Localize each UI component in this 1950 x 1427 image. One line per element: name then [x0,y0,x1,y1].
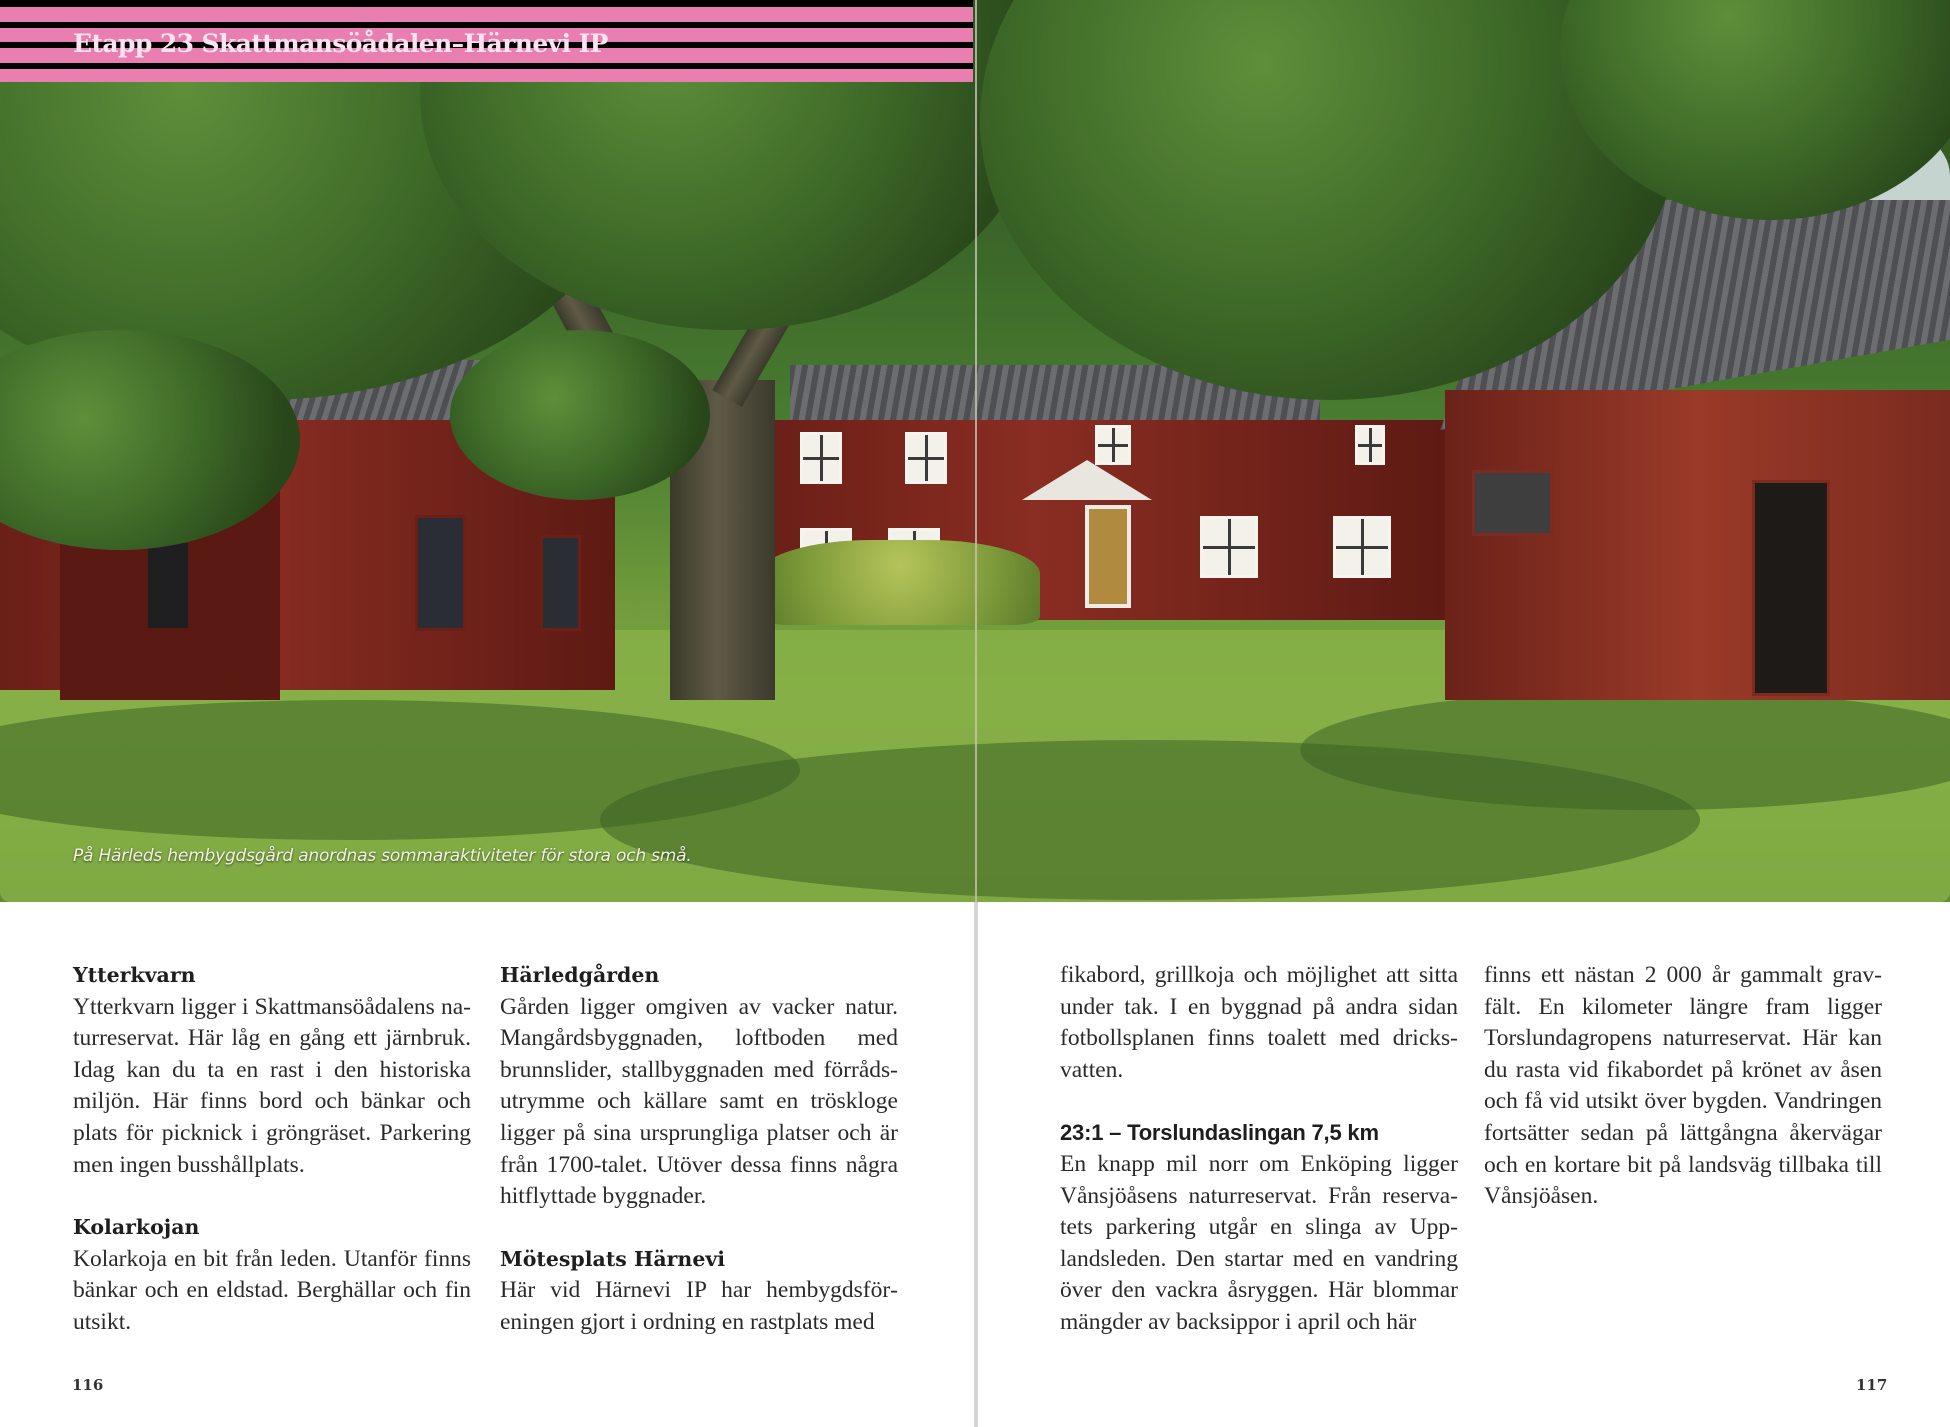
chapter-title: Etapp 23 Skattmansöådalen–Härnevi IP [73,29,608,58]
section-body-kolarkojan: Kolarkoja en bit från leden. Utanför finns bänkar och en eldstad. Berghällar och fin utsikt. [73,1245,471,1335]
barn-shutter [1472,470,1553,536]
barn-opening [1752,480,1830,696]
barn-door [415,515,466,631]
section-body-torslundaslingan: En knapp mil norr om Enköping ligger Vånsjöåsens naturreservat. Från reservatets parkering utgår en slinga av Upplandsleden. Den startar med en vandring över den vackra åsryggen. Här blommar mängder av backsippor i april och här [1060,1150,1458,1335]
left-page-column-2 [500,960,898,1339]
section-body-ytterkvarn: Ytterkvarn ligger i Skattmansöådalens naturreservat. Här låg en gång ett järnbruk. Idag kan du ta en rast i den historiska miljön. Här finns bord och bänkar och plats för picknick i gröngräset. Parkering men ingen busshållplats. [73,993,471,1178]
house-window [800,432,842,484]
chapter-header-band [0,0,973,82]
house-window [1200,516,1258,578]
section-heading-motesplats-harnevi: Mötesplats Härnevi [500,1246,726,1271]
barn-door [145,540,191,631]
section-heading-harledgarden: Härledgården [500,963,660,987]
left-page-column-1 [73,960,471,1339]
section-heading-kolarkojan: Kolarkojan [73,1215,200,1240]
house-window [905,432,947,484]
right-barn [1445,390,1950,700]
tree-canopy [450,330,710,500]
right-page-column-1 [1060,960,1458,1339]
section-body-motesplats-harnevi: Här vid Härnevi IP har hembygdsföreningen gjort i ordning en rastplats med [500,1277,898,1335]
photo-caption: På Härleds hembygdsgård anordnas sommaraktiviteter för stora och små. [73,846,692,866]
page-gutter [974,902,978,1427]
gutter-line-photo [975,0,977,902]
page-number-left: 116 [72,1376,104,1394]
torslundaslingan-continuation: finns ett nästan 2 000 år gammalt gravfält. En kilometer längre fram ligger Torslundagropens naturreservat. Här kan du rasta vid fikabordet på krönet av åsen och få vid utsikt över bygden. Vandringen fortsätter sedan på lättgångna åkervägar och en kortare bit på landsväg tillbaka till Vånsjöåsen. [1484,962,1882,1210]
barn-door [540,535,581,631]
page-number-right: 117 [1856,1376,1888,1394]
house-window [1095,425,1131,465]
house-window [1355,425,1385,465]
section-heading-torslundaslingan: 23:1 – Torslundaslingan 7,5 km [1060,1120,1379,1146]
continuation-paragraph: fikabord, grillkoja och möjlighet att sitta under tak. I en byggnad på andra sidan fotbollsplanen finns toalett med dricksvatten. [1060,962,1458,1083]
section-heading-ytterkvarn: Ytterkvarn [73,963,196,987]
section-body-harledgarden: Gården ligger omgiven av vacker natur. Mangårdsbyggnaden, loftboden med brunnslider, stallbyggnaden med förrådsutrymme och källare samt en tröskloge ligger på sina ursprungliga platser och är från 1700-talet. Utöver dessa finns några hitflyttade byggnader. [500,993,898,1210]
right-page-column-2 [1484,960,1882,1213]
porch-door [1085,505,1131,608]
house-window [1333,516,1391,578]
flower-bush [760,540,1040,625]
